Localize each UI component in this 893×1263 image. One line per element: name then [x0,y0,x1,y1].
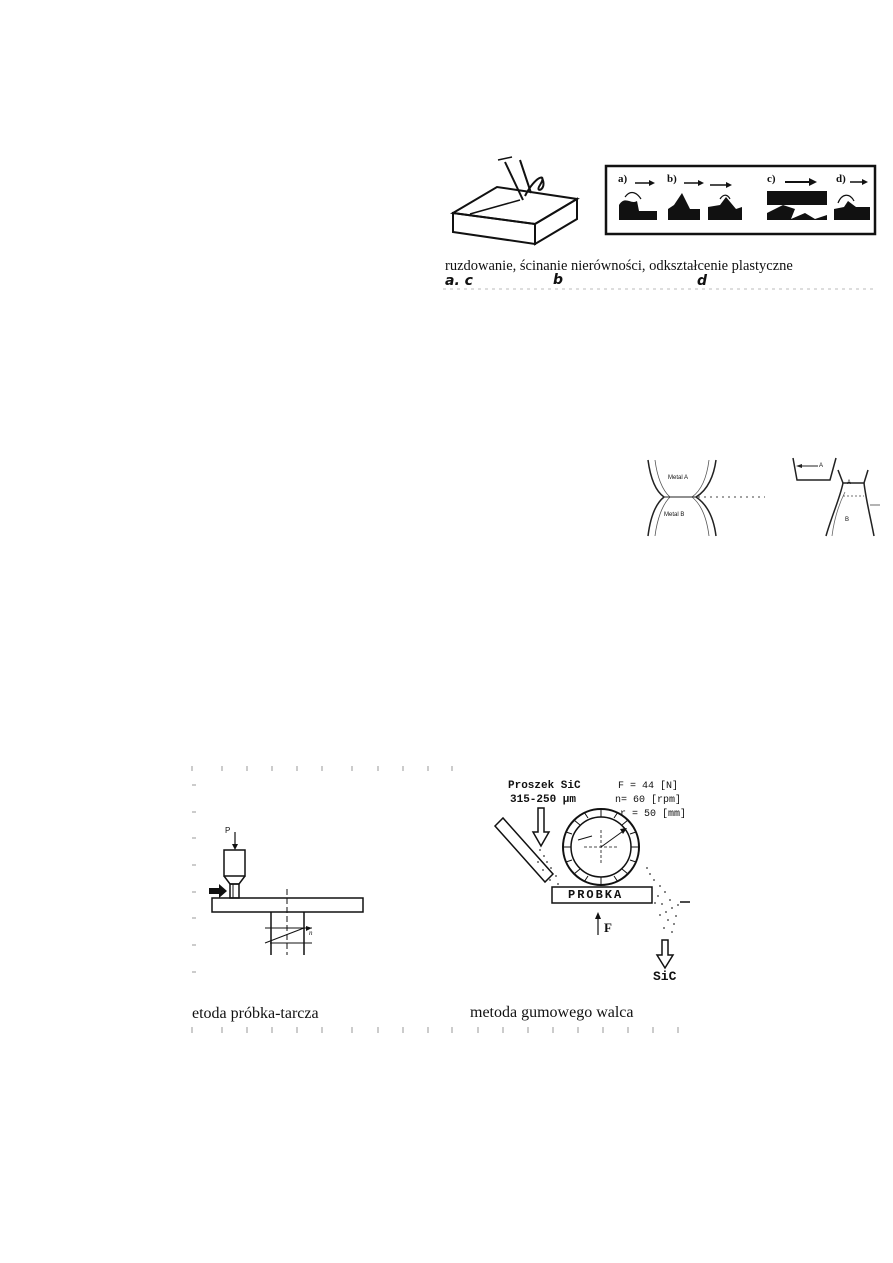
pin-load-label: P [225,826,231,835]
metal-b-label: Metal B [664,512,685,518]
handwritten-label-b: b [553,272,564,288]
panel-label-d: d) [836,173,846,185]
handwritten-label-d: d [697,273,708,289]
figure-1-caption: ruzdowanie, ścinanie nierówności, odkształcenie plastyczne [445,258,793,274]
param-force: F = 44 [N] [618,781,679,792]
panel-label-c: c) [767,173,776,185]
param-speed: n= 60 [rpm] [615,795,682,806]
panel-label-a: a) [618,173,628,185]
disc-rotation-label: n [309,929,313,937]
force-label: F [604,920,612,935]
panel-label-b: b) [667,173,677,185]
sample-label: PROBKA [568,888,624,902]
pin-on-disc-caption: etoda próbka-tarcza [192,1005,319,1022]
sic-outlet-label: SiC [653,969,677,984]
powder-label-line-1: Proszek SiC [508,780,581,792]
pin-on-disc-graphic [209,832,363,955]
rubber-wheel-caption: metoda gumowego walca [470,1004,634,1021]
right-label-a-bottom: A [847,480,852,486]
right-label-b: B [845,517,850,523]
param-radius: r = 50 [mm] [620,809,687,820]
right-label-a-top: A [819,463,824,469]
metal-a-label: Metal A [668,475,689,481]
powder-label-line-2: 315-250 µm [510,794,577,806]
handwritten-label-ac: a. c [445,273,473,289]
